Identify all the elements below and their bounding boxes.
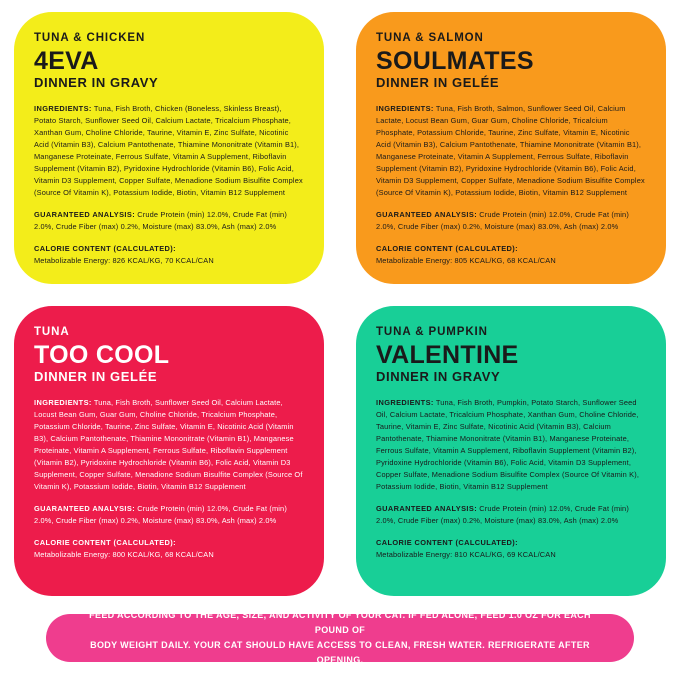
product-flavor: TUNA	[34, 326, 70, 338]
product-style: DINNER IN GRAVY	[34, 75, 159, 91]
guaranteed-analysis-text: Crude Protein (min) 12.0%, Crude Fat (min) 2.0%, Crude Fiber (max) 0.2%, Moisture (max) 83.0%, Ash (max) 2.0%	[376, 503, 629, 525]
ingredients-text: Tuna, Fish Broth, Chicken (Boneless, Skinless Breast), Potato Starch, Sunflower Seed Oil, Calcium Lactate, Tricalcium Phosphate, Xanthan Gum, Choline Chloride, Taurine, Vitamin E, Zinc Sulfate, Nicotinic Acid (Vitamin B3), Calcium Pantothenate, Thiamine Mononitrate (Vitamin B1), Manganese Proteinate, Ferrous Sulfate, Vitamin A Supplement, Riboflavin Supplement (Vitamin B2), Pyridoxine Hydrochloride (Vitamin B6), Folic Acid, Vitamin D3 Supplement, Copper Sulfate, Menadione Sodium Bisulfite Complex (Source Of Vitamin K), Potassium Iodide, Biotin, Vitamin B12 Supplement	[34, 103, 303, 197]
product-style: DINNER IN GELÉE	[34, 369, 158, 385]
calorie-content-label: CALORIE CONTENT (CALCULATED):	[34, 243, 177, 253]
calorie-content-block	[376, 243, 646, 267]
product-name: TOO COOL	[34, 340, 170, 369]
feeding-instructions-banner	[46, 610, 634, 665]
calorie-content-label: CALORIE CONTENT (CALCULATED):	[376, 243, 519, 253]
ingredients-block	[34, 103, 304, 199]
guaranteed-analysis-label: GUARANTEED ANALYSIS:	[34, 503, 136, 513]
calorie-content-block	[34, 243, 304, 267]
guaranteed-analysis-block	[34, 209, 304, 233]
ingredients-label: INGREDIENTS:	[34, 103, 92, 113]
ingredients-label: INGREDIENTS:	[376, 397, 434, 407]
calorie-content-block	[34, 537, 304, 561]
ingredients-block	[376, 103, 646, 199]
feeding-instructions-text	[72, 608, 608, 667]
calorie-content-text: Metabolizable Energy: 826 KCAL/KG, 70 KCAL/CAN	[34, 255, 214, 265]
guaranteed-analysis-text: Crude Protein (min) 12.0%, Crude Fat (min) 2.0%, Crude Fiber (max) 0.2%, Moisture (max) 83.0%, Ash (max) 2.0%	[34, 503, 287, 525]
guaranteed-analysis-label: GUARANTEED ANALYSIS:	[376, 503, 478, 513]
product-style: DINNER IN GRAVY	[376, 369, 501, 385]
product-style: DINNER IN GELÉE	[376, 75, 500, 91]
calorie-content-label: CALORIE CONTENT (CALCULATED):	[376, 537, 519, 547]
product-card-too-cool	[14, 306, 324, 596]
ingredients-text: Tuna, Fish Broth, Pumpkin, Potato Starch, Sunflower Seed Oil, Calcium Lactate, Tricalcium Phosphate, Xanthan Gum, Choline Chloride, Taurine, Vitamin E, Zinc Sulfate, Nicotinic Acid (Vitamin B3), Calcium Pantothenate, Thiamine Mononitrate (Vitamin B1), Manganese Proteinate, Ferrous Sulfate, Vitamin A Supplement, Riboflavin Supplement (Vitamin B2), Pyridoxine Hydrochloride (Vitamin B6), Folic Acid, Vitamin D3 Supplement, Copper Sulfate, Menadione Sodium Bisulfite Complex (Source Of Vitamin K), Potassium Iodide, Biotin, Vitamin B12 Supplement	[376, 397, 640, 491]
product-name: 4EVA	[34, 46, 99, 75]
guaranteed-analysis-block	[34, 503, 304, 527]
ingredients-label: INGREDIENTS:	[376, 103, 434, 113]
guaranteed-analysis-block	[376, 503, 646, 527]
product-flavor: TUNA & CHICKEN	[34, 32, 146, 44]
feeding-instructions-line-2: BODY WEIGHT DAILY. YOUR CAT SHOULD HAVE ACCESS TO CLEAN, FRESH WATER. REFRIGERATE AFTER OPENING.	[90, 640, 590, 665]
product-flavor: TUNA & SALMON	[376, 32, 484, 44]
guaranteed-analysis-text: Crude Protein (min) 12.0%, Crude Fat (min) 2.0%, Crude Fiber (max) 0.2%, Moisture (max) 83.0%, Ash (max) 2.0%	[34, 209, 287, 231]
product-card-soulmates	[356, 12, 666, 284]
ingredients-text: Tuna, Fish Broth, Salmon, Sunflower Seed Oil, Calcium Lactate, Locust Bean Gum, Guar Gum, Choline Chloride, Tricalcium Phosphate, Potassium Chloride, Taurine, Zinc Sulfate, Vitamin E, Nicotinic Acid (Vitamin B3), Calcium Pantothenate, Thiamine Mononitrate (Vitamin B1), Manganese Proteinate, Vitamin A Supplement, Ferrous Sulfate, Riboflavin Supplement (Vitamin B2), Pyridoxine Hydrochloride (Vitamin B6), Folic Acid, Vitamin D3 Supplement, Copper Sulfate, Menadione Sodium Bisulfite Complex (Source Of Vitamin K), Potassium Iodide, Biotin, Vitamin B12 Supplement	[376, 103, 645, 197]
guaranteed-analysis-label: GUARANTEED ANALYSIS:	[34, 209, 136, 219]
ingredients-block	[34, 397, 304, 493]
product-card-valentine	[356, 306, 666, 596]
calorie-content-block	[376, 537, 646, 561]
guaranteed-analysis-text: Crude Protein (min) 12.0%, Crude Fat (min) 2.0%, Crude Fiber (max) 0.2%, Moisture (max) 83.0%, Ash (max) 2.0%	[376, 209, 629, 231]
calorie-content-text: Metabolizable Energy: 805 KCAL/KG, 68 KCAL/CAN	[376, 255, 556, 265]
guaranteed-analysis-block	[376, 209, 646, 233]
ingredients-text: Tuna, Fish Broth, Sunflower Seed Oil, Calcium Lactate, Locust Bean Gum, Guar Gum, Choline Chloride, Tricalcium Phosphate, Potassium Chloride, Taurine, Zinc Sulfate, Vitamin E, Nicotinic Acid (Vitamin B3), Calcium Pantothenate, Thiamine Mononitrate (Vitamin B1), Manganese Proteinate, Vitamin A Supplement, Ferrous Sulfate, Riboflavin Supplement (Vitamin B2), Pyridoxine Hydrochloride (Vitamin B6), Folic Acid, Vitamin D3 Supplement, Copper Sulfate, Menadione Sodium Bisulfite Complex (Source Of Vitamin K), Potassium Iodide, Biotin, Vitamin B12 Supplement	[34, 397, 303, 491]
calorie-content-label: CALORIE CONTENT (CALCULATED):	[34, 537, 177, 547]
calorie-content-text: Metabolizable Energy: 810 KCAL/KG, 69 KCAL/CAN	[376, 549, 556, 559]
product-name: SOULMATES	[376, 46, 534, 75]
product-name: VALENTINE	[376, 340, 519, 369]
ingredients-label: INGREDIENTS:	[34, 397, 92, 407]
calorie-content-text: Metabolizable Energy: 800 KCAL/KG, 68 KCAL/CAN	[34, 549, 214, 559]
product-flavor: TUNA & PUMPKIN	[376, 326, 488, 338]
guaranteed-analysis-label: GUARANTEED ANALYSIS:	[376, 209, 478, 219]
ingredients-block	[376, 397, 646, 493]
product-card-4eva	[14, 12, 324, 284]
feeding-instructions-line-1: FEED ACCORDING TO THE AGE, SIZE, AND ACTIVITY OF YOUR CAT. IF FED ALONE, FEED 1.0 OZ FOR EACH POUND OF	[89, 610, 591, 636]
